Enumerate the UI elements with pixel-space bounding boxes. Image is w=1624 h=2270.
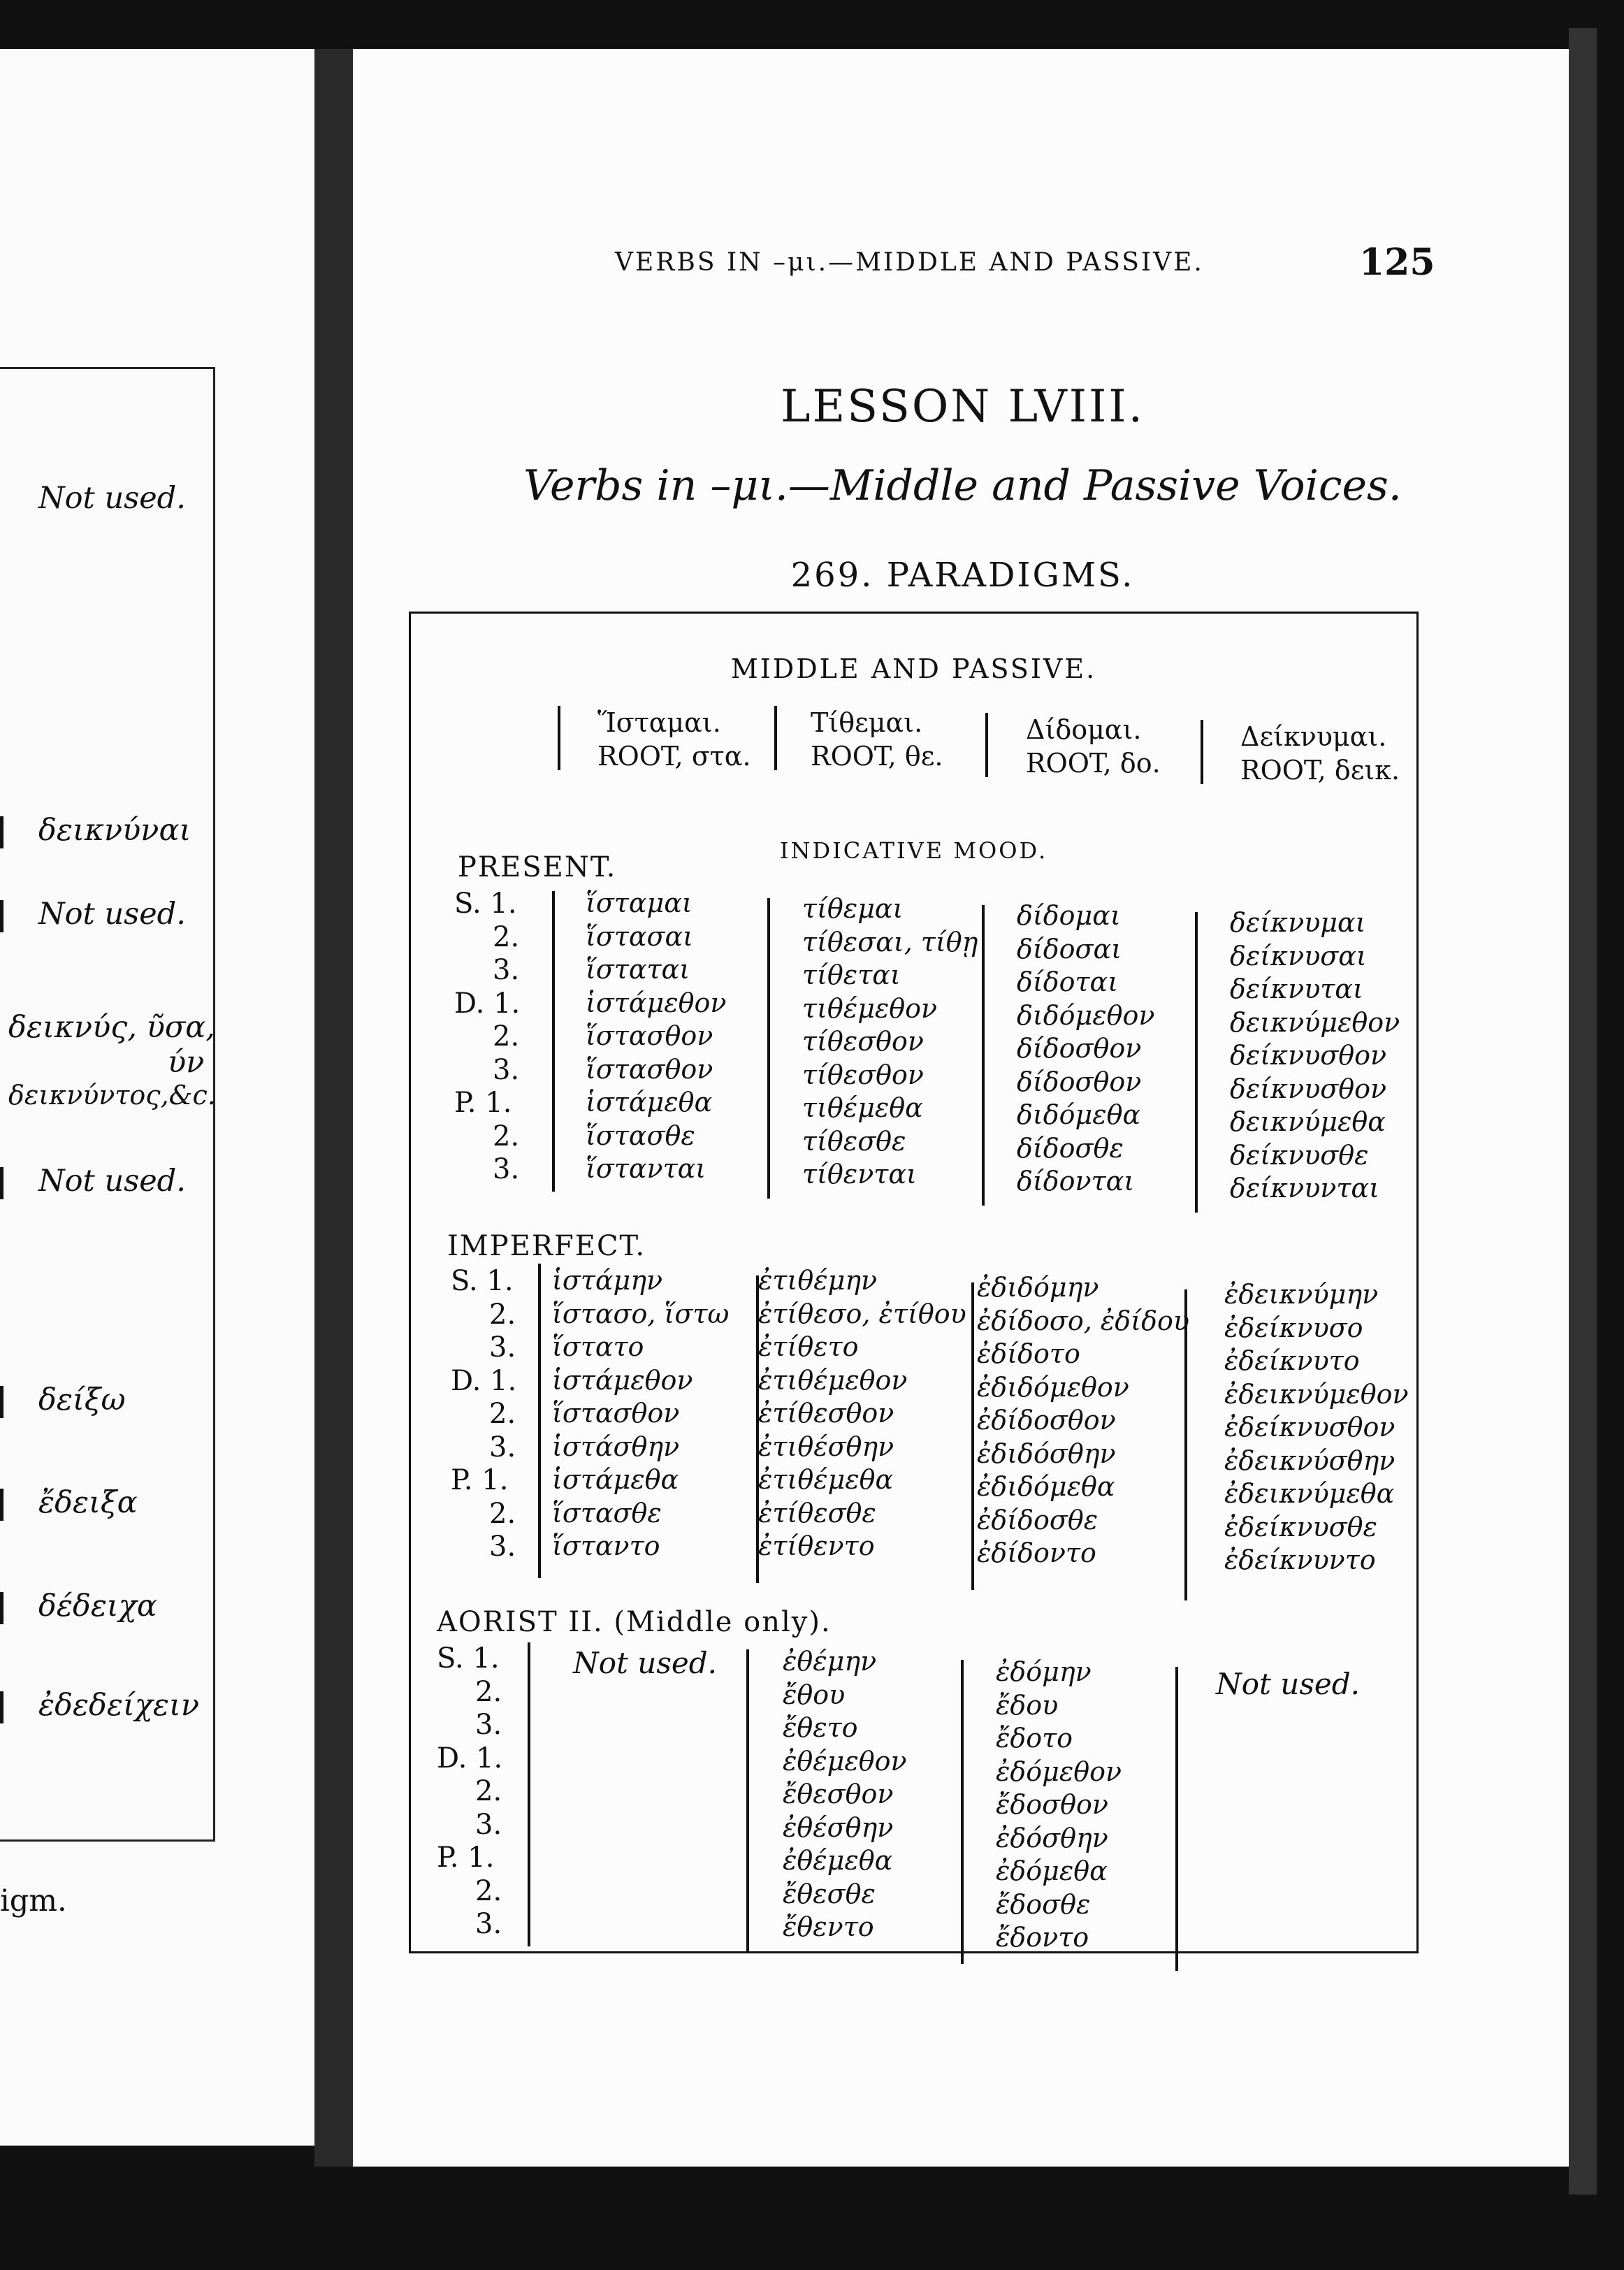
column-separator <box>528 1642 530 1946</box>
aorist-row-label: 2. <box>475 1775 502 1807</box>
column-separator <box>982 905 985 1206</box>
imperfect-col2-form: ἐτίθεσο, ἐτίθου <box>758 1298 966 1329</box>
present-col4-form: δείκνυμαι <box>1230 907 1366 938</box>
aorist-col2-form: ἔθεσθε <box>783 1878 876 1909</box>
column-separator <box>971 1282 974 1590</box>
left-entry: Not used. <box>38 481 186 516</box>
aorist-row-label: S. 1. <box>437 1642 500 1675</box>
left-entry: Not used. <box>0 897 186 932</box>
aorist-col2-form: ἐθέσθην <box>783 1812 894 1843</box>
column-separator <box>1175 1667 1178 1971</box>
imperfect-col4-form: ἐδείκνυντο <box>1224 1545 1376 1575</box>
present-row-label: S. 1. <box>454 888 517 920</box>
present-col3-form: δίδοσθε <box>1017 1132 1124 1164</box>
present-col1-form: ἵστασθον <box>586 1020 713 1051</box>
present-col2-form: τίθεσθον <box>802 1059 924 1090</box>
present-col4-form: δείκνυται <box>1230 974 1363 1004</box>
imperfect-col2-form: ἐτίθετο <box>758 1331 859 1362</box>
aorist-col2-form: ἔθεντο <box>783 1911 874 1942</box>
present-col3-form: δίδονται <box>1017 1166 1135 1197</box>
present-col2-form: τίθεται <box>802 960 901 990</box>
aorist-row-label: D. 1. <box>437 1742 503 1774</box>
aorist-col1-not-used: Not used. <box>573 1646 717 1680</box>
mood-title: INDICATIVE MOOD. <box>779 837 1048 864</box>
present-col2-form: τίθεσθον <box>802 1026 924 1057</box>
aorist-row-label: 2. <box>475 1874 502 1907</box>
header-separator <box>774 706 777 770</box>
imperfect-col4-form: ἐδεικνύμην <box>1224 1279 1379 1310</box>
left-table-border-bottom <box>0 1839 215 1842</box>
present-col2-form: τίθεμαι <box>802 893 904 924</box>
imperfect-col4-form: ἐδείκνυσο <box>1224 1312 1363 1343</box>
imperfect-row-label: D. 1. <box>451 1364 517 1397</box>
left-bar <box>0 1489 3 1521</box>
imperfect-col4-form: ἐδεικνύμεθα <box>1224 1478 1395 1509</box>
aorist-col3-form: ἔδου <box>996 1689 1059 1721</box>
present-col2-form: τιθέμεθα <box>802 1092 923 1123</box>
imperfect-col2-form: ἐτίθεσθον <box>758 1398 894 1429</box>
running-head: VERBS IN –μι.—MIDDLE AND PASSIVE. <box>615 248 1204 277</box>
present-row-label: 2. <box>493 1120 520 1152</box>
imperfect-row-label: 2. <box>489 1298 516 1331</box>
left-entry: igm. <box>0 1884 67 1918</box>
tense-aorist-label: AORIST II. (Middle only). <box>437 1606 832 1638</box>
aorist-col4-not-used: Not used. <box>1216 1667 1360 1701</box>
imperfect-col2-form: ἐτιθέμεθον <box>758 1364 908 1396</box>
imperfect-col3-form: ἐδιδόμεθα <box>977 1471 1115 1502</box>
aorist-row-label: 3. <box>475 1808 502 1841</box>
imperfect-col4-form: ἐδείκνυσθον <box>1224 1412 1395 1443</box>
imperfect-col4-form: ἐδείκνυτο <box>1224 1345 1360 1376</box>
lesson-title: LESSON LVIII. <box>781 381 1145 433</box>
imperfect-col4-form: ἐδείκνυσθε <box>1224 1511 1377 1542</box>
lesson-subtitle: Verbs in –μι.—Middle and Passive Voices. <box>523 461 1402 510</box>
present-col1-form: ἵσταμαι <box>586 888 693 918</box>
present-row-label: P. 1. <box>454 1087 512 1119</box>
header-separator <box>985 713 988 777</box>
imperfect-col3-form: ἐδιδόσθην <box>977 1438 1116 1469</box>
left-table-border-top <box>0 367 215 856</box>
aorist-row-label: 2. <box>475 1675 502 1708</box>
imperfect-col1-form: ἱστάμεθον <box>552 1364 693 1396</box>
section-title: 269. PARADIGMS. <box>790 556 1135 595</box>
present-col3-form: διδόμεθον <box>1017 999 1155 1031</box>
tense-present-label: PRESENT. <box>458 851 617 883</box>
page-edge <box>1569 28 1597 2195</box>
present-col1-form: ἱστάμεθα <box>586 1087 713 1118</box>
present-col2-form: τίθενται <box>802 1159 917 1190</box>
aorist-col2-form: ἔθου <box>783 1679 846 1710</box>
aorist-col2-form: ἐθέμην <box>783 1646 877 1677</box>
present-col1-form: ἵστανται <box>586 1153 706 1184</box>
present-col1-form: ἵστασαι <box>586 920 694 952</box>
header-separator <box>1201 720 1203 784</box>
column-separator <box>552 891 555 1192</box>
aorist-col3-form: ἔδοσθον <box>996 1789 1108 1820</box>
table-title: MIDDLE AND PASSIVE. <box>730 653 1097 684</box>
present-col2-form: τιθέμεθον <box>802 992 938 1024</box>
column-separator <box>1195 912 1198 1213</box>
column-separator <box>746 1649 749 1953</box>
aorist-col3-form: ἔδοσθε <box>996 1888 1091 1920</box>
present-col3-form: δίδοται <box>1017 967 1119 997</box>
left-entry: δείξω <box>0 1382 126 1418</box>
imperfect-col1-form: ἱστάμην <box>552 1265 663 1296</box>
aorist-col3-form: ἔδοτο <box>996 1723 1073 1754</box>
header-separator <box>558 706 560 770</box>
imperfect-col2-form: ἐτιθέμην <box>758 1265 878 1296</box>
left-entry: ἔδειξα <box>0 1485 138 1521</box>
imperfect-col4-form: ἐδεικνύσθην <box>1224 1445 1395 1476</box>
book-gutter <box>314 49 356 2167</box>
aorist-col3-form: ἔδοντο <box>996 1922 1089 1953</box>
present-col1-form: ἱστάμεθον <box>586 987 727 1018</box>
column-separator <box>961 1660 964 1964</box>
imperfect-col3-form: ἐδίδοσθον <box>977 1405 1116 1436</box>
present-col4-form: δεικνύμεθον <box>1230 1006 1400 1038</box>
left-bar <box>0 1167 3 1199</box>
present-row-label: 3. <box>493 1053 520 1086</box>
present-row-label: 2. <box>493 1020 520 1053</box>
present-col4-form: δεικνύμεθα <box>1230 1106 1386 1137</box>
present-col1-form: ἵσταται <box>586 954 690 985</box>
present-row-label: D. 1. <box>454 987 521 1020</box>
imperfect-col1-form: ἵσταντο <box>552 1531 660 1561</box>
imperfect-col2-form: ἐτίθεσθε <box>758 1497 876 1528</box>
verb-header: Δείκνυμαι. ROOT, δεικ. <box>1240 721 1400 786</box>
present-col3-form: διδόμεθα <box>1017 1099 1141 1130</box>
imperfect-col1-form: ἵστασθε <box>552 1497 662 1528</box>
verb-header: Δίδομαι. ROOT, δο. <box>1026 714 1161 779</box>
aorist-col2-form: ἔθετο <box>783 1712 858 1743</box>
imperfect-row-label: 2. <box>489 1497 516 1530</box>
imperfect-col3-form: ἐδίδοντο <box>977 1538 1096 1568</box>
imperfect-col2-form: ἐτιθέμεθα <box>758 1464 894 1495</box>
present-row-label: 3. <box>493 1153 520 1185</box>
column-separator <box>767 898 770 1199</box>
left-bar <box>0 900 3 932</box>
present-row-label: 2. <box>493 920 520 953</box>
aorist-col3-form: ἐδόμην <box>996 1656 1092 1687</box>
aorist-col2-form: ἐθέμεθα <box>783 1845 893 1876</box>
imperfect-col1-form: ἱστάμεθα <box>552 1464 679 1495</box>
column-separator <box>538 1264 541 1578</box>
left-entry: δεικνύντος,&c. <box>8 1080 216 1111</box>
imperfect-col3-form: ἐδιδόμην <box>977 1272 1099 1303</box>
imperfect-col3-form: ἐδίδοσθε <box>977 1504 1099 1535</box>
left-entry: ύν <box>168 1045 205 1080</box>
present-col3-form: δίδοσθον <box>1017 1033 1142 1064</box>
left-entry: δέδειχα <box>0 1589 157 1624</box>
column-separator <box>1184 1289 1187 1600</box>
imperfect-col3-form: ἐδιδόμεθον <box>977 1371 1129 1403</box>
present-col4-form: δείκνυσαι <box>1230 940 1367 971</box>
imperfect-row-label: 2. <box>489 1398 516 1430</box>
imperfect-row-label: 3. <box>489 1531 516 1563</box>
present-col1-form: ἵστασθε <box>586 1120 695 1151</box>
present-col4-form: δείκνυσθε <box>1230 1139 1369 1171</box>
aorist-col3-form: ἐδόσθην <box>996 1822 1108 1853</box>
aorist-col3-form: ἐδόμεθα <box>996 1856 1108 1886</box>
present-col1-form: ἵστασθον <box>586 1053 713 1085</box>
tense-imperfect-label: IMPERFECT. <box>447 1230 646 1262</box>
present-col3-form: δίδοσαι <box>1017 933 1122 964</box>
present-col3-form: δίδομαι <box>1017 900 1121 931</box>
imperfect-col3-form: ἐδίδοσο, ἐδίδου <box>977 1305 1189 1336</box>
aorist-row-label: P. 1. <box>437 1842 495 1874</box>
left-bar <box>0 1386 3 1418</box>
present-col3-form: δίδοσθον <box>1017 1066 1142 1097</box>
left-entry: δεικνύναι <box>0 813 191 848</box>
imperfect-col3-form: ἐδίδοτο <box>977 1338 1080 1369</box>
left-bar <box>0 1691 3 1723</box>
verb-header: Ἵσταμαι. ROOT, στα. <box>597 707 751 772</box>
imperfect-col1-form: ἵστασθον <box>552 1398 680 1429</box>
left-entry: ἐδεδείχειν <box>0 1688 199 1723</box>
aorist-row-label: 3. <box>475 1709 502 1741</box>
imperfect-col1-form: ἵστατο <box>552 1331 644 1362</box>
aorist-col3-form: ἐδόμεθον <box>996 1756 1122 1787</box>
left-entry: Not used. <box>0 1164 186 1199</box>
left-bar <box>0 816 3 848</box>
present-row-label: 3. <box>493 954 520 986</box>
imperfect-col1-form: ἵστασο, ἵστω <box>552 1298 730 1329</box>
imperfect-row-label: 3. <box>489 1431 516 1463</box>
present-col4-form: δείκνυσθον <box>1230 1073 1387 1104</box>
imperfect-col1-form: ἱστάσθην <box>552 1431 680 1462</box>
imperfect-row-label: 3. <box>489 1331 516 1364</box>
present-col4-form: δείκνυσθον <box>1230 1040 1387 1071</box>
present-col2-form: τίθεσθε <box>802 1125 906 1157</box>
aorist-col2-form: ἐθέμεθον <box>783 1745 907 1777</box>
imperfect-col2-form: ἐτιθέσθην <box>758 1431 894 1462</box>
aorist-row-label: 3. <box>475 1908 502 1940</box>
aorist-col2-form: ἔθεσθον <box>783 1779 894 1809</box>
imperfect-col2-form: ἐτίθεντο <box>758 1531 875 1561</box>
present-col4-form: δείκνυνται <box>1230 1173 1379 1203</box>
imperfect-col4-form: ἐδεικνύμεθον <box>1224 1378 1409 1410</box>
left-entry: δεικνύς, ῦσα, <box>8 1010 215 1045</box>
verb-header: Τίθεμαι. ROOT, θε. <box>811 707 943 772</box>
present-col2-form: τίθεσαι, τίθῃ <box>802 926 978 957</box>
page-number: 125 <box>1359 241 1435 284</box>
left-bar <box>0 1592 3 1624</box>
imperfect-row-label: S. 1. <box>451 1265 514 1297</box>
imperfect-row-label: P. 1. <box>451 1464 509 1496</box>
